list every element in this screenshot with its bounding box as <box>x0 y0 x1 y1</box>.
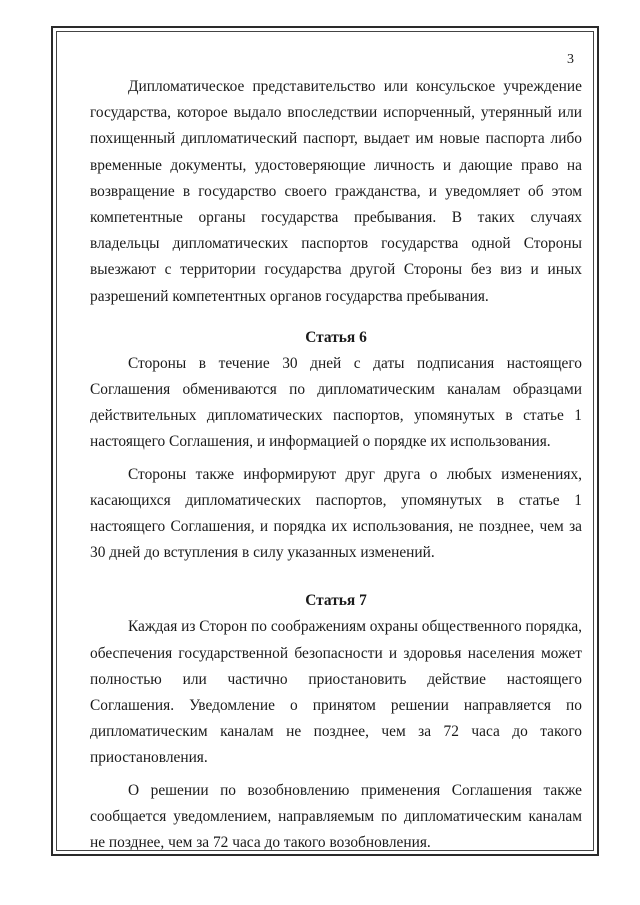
paragraph-article-6-changes: Стороны также информируют друг друга о любых изменениях, касающихся дипломатических паспортов, упомянутых в статье 1 настоящего Соглашения, и порядка их использования, не позднее, чем за 30 дней до вступления в силу указанных изменений. <box>90 465 582 562</box>
paragraph-passport-replacement: Дипломатическое представительство или консульское учреждение государства, которое выдало впоследствии испорченный, утерянный или похищенный дипломатический паспорт, выдает им новые паспорта либо временные документы, удостоверяющие личность и дающие право на возвращение в государство своего гражданства, и уведомляет об этом компетентные органы государства пребывания. В таких случаях владельцы дипломатических паспортов государства одной Стороны выезжают с территории государства другой Стороны без виз и иных разрешений компетентных органов государства пребывания. <box>90 78 582 305</box>
page-number: 3 <box>567 52 574 67</box>
paragraph-article-7-suspension: Каждая из Сторон по соображениям охраны общественного порядка, обеспечения государственной безопасности и здоровья населения может полностью или частично приостановить действие настоящего Соглашения. Уведомление о принятом решении направляется по дипломатическим каналам не позднее, чем за 72 часа до такого приостановления. <box>90 618 583 767</box>
paragraph-article-6-exchange: Стороны в течение 30 дней с даты подписания настоящего Соглашения обмениваются по дипломатическим каналам образцами действительных дипломатических паспортов, упомянутых в статье 1 настоящего Соглашения, и информацией о порядке их использования. <box>90 354 582 451</box>
article-7-heading: Статья 7 <box>305 592 367 610</box>
paragraph-article-7-resumption: О решении по возобновлению применения Соглашения также сообщается уведомлением, направляемым по дипломатическим каналам не позднее, чем за 72 часа до такого возобновления. <box>90 781 582 852</box>
article-6-heading: Статья 6 <box>305 328 367 346</box>
document-body <box>90 74 582 856</box>
